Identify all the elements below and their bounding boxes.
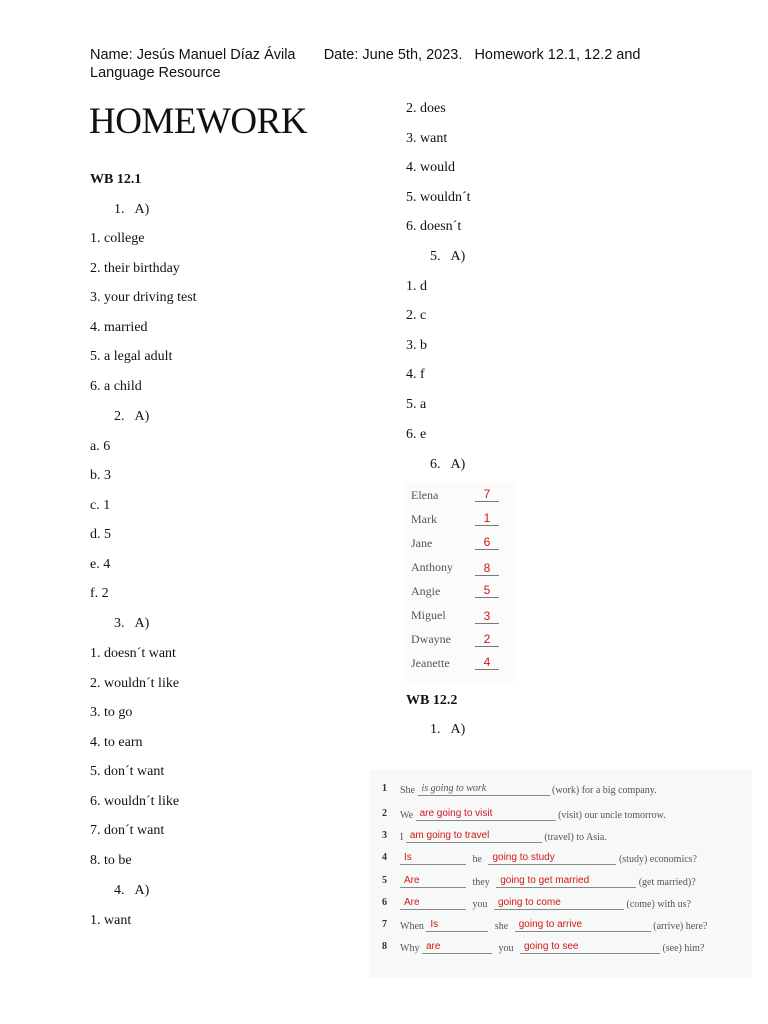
row-text [400,783,657,796]
match-answer: 6 [475,535,499,550]
answer-fill: going to come [498,897,561,908]
match-name: Angie [411,584,441,598]
answer-blank [406,830,542,843]
match-name: Dwayne [411,632,451,646]
row-number: 4 [382,852,387,863]
answer-fill: Are [404,875,420,886]
exercise-number: 5. [430,249,441,264]
answer-blank [496,875,636,888]
row-text [400,875,696,888]
section-heading-wb-12-2: WB 12.2 [406,693,458,708]
row-word: they [472,877,490,888]
list-item: d. 5 [90,527,111,542]
answer-blank [416,808,556,821]
answer-fill: going to see [523,941,579,952]
match-answer: 8 [475,561,499,576]
row-number: 2 [382,808,387,819]
row-number: 3 [382,830,387,841]
page-title: HOMEWORK [89,101,307,142]
going-to-exercise-image [370,770,752,978]
list-item: 5. wouldn´t [406,190,471,205]
list-item: 2. c [406,308,427,323]
row-text [400,852,697,865]
row-word: he [472,854,482,865]
answer-blank [400,852,466,865]
row-prompt: (come) with us? [626,899,691,910]
row-word: When [400,921,424,932]
match-name: Jeanette [411,656,450,670]
row-word: I [400,832,404,843]
matching-answers-image [405,482,515,682]
row-prompt: (study) economics? [618,854,697,865]
exercise-label: A) [134,883,150,898]
list-item: 2. their birthday [90,261,180,276]
wb-12-2-exercise-1-heading [430,722,465,738]
exercise-5-heading [430,249,465,265]
row-prompt: (visit) our uncle tomorrow. [558,810,666,821]
answer-blank [520,941,660,954]
list-item: 5. a legal adult [90,349,173,364]
list-item: a. 6 [90,439,111,454]
list-item: 1. college [90,231,145,246]
exercise-label: A) [134,409,150,424]
list-item: 1. want [90,913,132,928]
row-text [400,919,707,932]
row-text [400,808,666,821]
row-word: She [400,785,415,796]
exercise-label: A) [134,202,150,217]
answer-fill: Are [404,897,420,908]
list-item: f. 2 [90,586,109,601]
row-number: 5 [382,875,387,886]
document-header [90,46,690,82]
row-number: 1 [382,783,387,794]
match-answer: 7 [475,487,499,502]
list-item: 1. d [406,279,427,294]
answer-blank [400,897,466,910]
answer-fill: am going to travel [409,830,490,841]
header-line-1 [90,46,690,64]
match-answer: 4 [475,655,499,670]
answer-blank [494,897,624,910]
row-text [400,897,691,910]
list-item: 5. a [406,397,427,412]
exercise-number: 3. [114,616,125,631]
exercise-label: A) [450,249,466,264]
row-text [400,830,607,843]
row-prompt: (see) him? [662,943,705,954]
match-name: Anthony [411,560,453,574]
list-item: 3. b [406,338,427,353]
match-name: Miguel [411,608,446,622]
list-item: 4. f [406,367,425,382]
list-item: 4. would [406,160,455,175]
exercise-3-heading [114,616,149,632]
row-word: you [498,943,514,954]
answer-blank [426,919,488,932]
list-item: 8. to be [90,853,132,868]
exercise-label: A) [450,457,466,472]
match-answer: 5 [475,583,499,598]
list-item: 6. e [406,427,427,442]
list-item: 3. to go [90,705,133,720]
list-item: 2. wouldn´t like [90,676,180,691]
match-answer: 1 [475,511,499,526]
row-number: 6 [382,897,387,908]
row-prompt: (get married)? [638,877,696,888]
list-item: 5. don´t want [90,764,165,779]
list-item: 1. doesn´t want [90,646,176,661]
header-line-2: Language Resource [90,65,221,81]
exercise-number: 4. [114,883,125,898]
row-prompt: (travel) to Asia. [544,832,607,843]
date-text: Date: June 5th, 2023. [323,47,463,63]
match-name: Jane [411,536,433,550]
answer-blank [515,919,651,932]
answer-fill: going to arrive [518,919,583,930]
row-prompt: (work) for a big company. [552,785,657,796]
exercise-1-heading [114,202,149,218]
match-answer: 2 [475,632,499,647]
row-number: 8 [382,941,387,952]
list-item: c. 1 [90,498,111,513]
answer-fill: Is [404,852,412,863]
answer-fill: going to get married [500,875,590,886]
row-number: 7 [382,919,387,930]
row-word: she [494,921,509,932]
exercise-number: 6. [430,457,441,472]
answer-blank [400,875,466,888]
row-word: We [400,810,414,821]
row-word: you [472,899,488,910]
list-item: 4. married [90,320,148,335]
list-item: 7. don´t want [90,823,165,838]
list-item: 2. does [406,101,446,116]
exercise-2-heading [114,409,149,425]
list-item: 3. your driving test [90,290,197,305]
answer-blank [422,941,492,954]
answer-blank [488,852,616,865]
answer-fill: Is [430,919,439,930]
row-word: Why [400,943,420,954]
row-prompt: (arrive) here? [653,921,708,932]
row-text [400,941,704,954]
homework-text: Homework 12.1, 12.2 and [474,47,641,63]
exercise-number: 1. [430,722,441,737]
answer-fill: is going to work [421,783,487,794]
list-item: 6. wouldn´t like [90,794,180,809]
answer-fill: going to study [492,852,555,863]
answer-fill: are [425,941,441,952]
match-name: Elena [411,488,439,502]
exercise-6-heading [430,457,465,473]
section-heading-wb-12-1: WB 12.1 [90,172,142,187]
answer-blank [418,783,550,796]
exercise-number: 2. [114,409,125,424]
list-item: e. 4 [90,557,111,572]
list-item: 6. a child [90,379,142,394]
list-item: 3. want [406,131,448,146]
list-item: 6. doesn´t [406,219,462,234]
list-item: b. 3 [90,468,111,483]
list-item: 4. to earn [90,735,143,750]
exercise-label: A) [450,722,466,737]
match-name: Mark [411,512,437,526]
exercise-label: A) [134,616,150,631]
exercise-number: 1. [114,202,125,217]
answer-fill: are going to visit [419,808,493,819]
match-answer: 3 [475,609,499,624]
student-name: Name: Jesús Manuel Díaz Ávila [90,47,296,63]
exercise-4-heading [114,883,149,899]
